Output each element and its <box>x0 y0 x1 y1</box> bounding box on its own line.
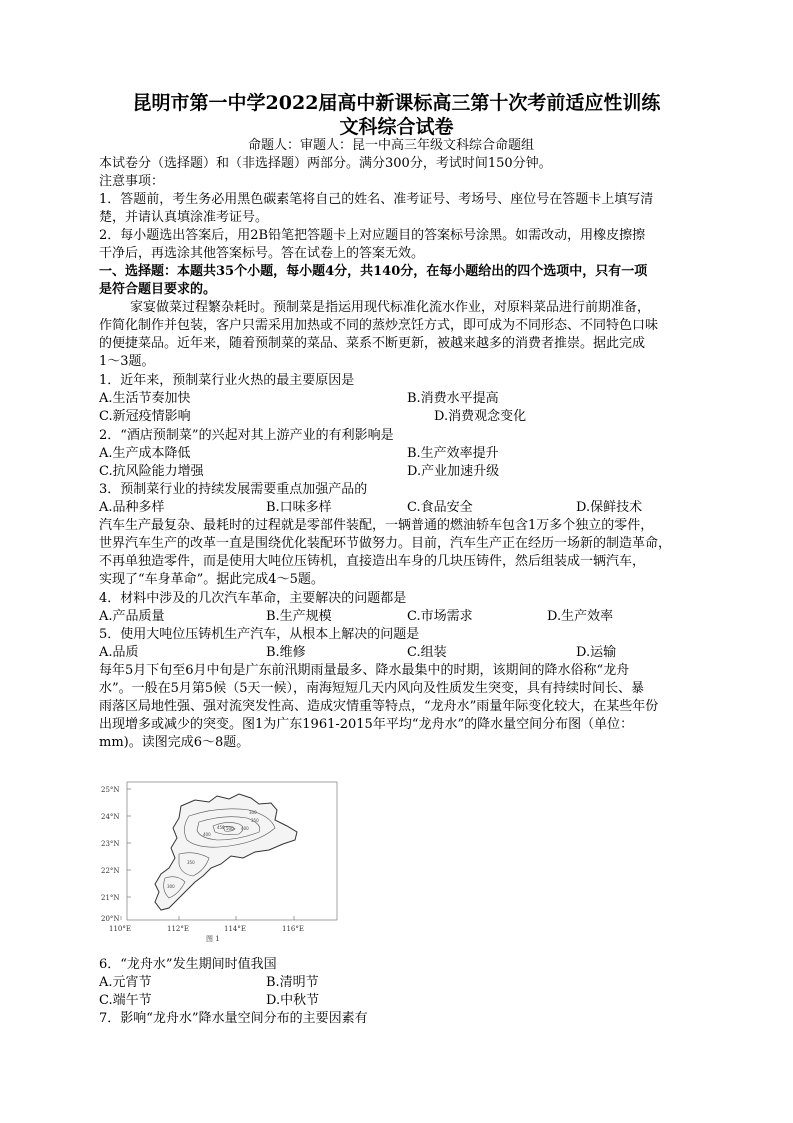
question-4-option-b: B.生产规模 <box>266 609 332 624</box>
lat-label: 23°N <box>101 840 120 848</box>
question-5-option-d: D.运输 <box>576 645 617 660</box>
question-7-stem: 7．影响“龙舟水”降水量空间分布的主要因素有 <box>99 1011 368 1026</box>
exam-subtitle: 文科综合试卷 <box>339 116 454 138</box>
question-3-option-b: B.口味多样 <box>266 500 332 515</box>
passage-1-line: 1～3题。 <box>99 354 155 369</box>
question-5-stem: 5．使用大吨位压铸机生产汽车，从根本上解决的问题是 <box>99 627 420 642</box>
question-1-option-c: C.新冠疫情影响 <box>99 409 191 424</box>
contour-label: 350 <box>187 860 195 865</box>
question-4-option-a: A.产品质量 <box>99 609 165 624</box>
lat-label: 20°N <box>101 915 120 923</box>
notice-item-1-cont: 楚，并请认真填涂准考证号。 <box>99 210 269 225</box>
question-5-option-a: A.品质 <box>99 645 139 660</box>
passage-1-line: 作简化制作并包装，客户只需采用加热或不同的蒸炒烹饪方式，即可成为不同形态、不同特色口味 <box>99 318 659 333</box>
lon-label: 112°E <box>167 925 189 933</box>
passage-2-line: 实现了“车身革命”。据此完成4～5题。 <box>99 572 324 587</box>
passage-2-line: 不再单独造零件，而是使用大吨位压铸机，直接造出车身的几块压铸件，然后组装成一辆汽车， <box>99 554 646 569</box>
lat-label: 25°N <box>101 786 120 794</box>
lon-label: 114°E <box>224 925 246 933</box>
question-4-stem: 4．材料中涉及的几次汽车革命，主要解决的问题都是 <box>99 591 407 606</box>
section-heading: 一、选择题：本题共35个小题，每小题4分，共140分，在每小题给出的四个选项中，只有一项 <box>99 264 648 279</box>
question-5-option-c: C.组装 <box>407 645 447 660</box>
passage-2-line: 汽车生产最复杂、最耗时的过程就是零部件装配，一辆普通的燃油轿车包含1万多个独立的零件， <box>99 518 654 533</box>
question-4-option-d: D.生产效率 <box>547 609 614 624</box>
question-6-option-a: A.元宵节 <box>99 975 152 990</box>
contour-label: 400 <box>241 826 249 831</box>
notice-heading: 注意事项： <box>99 174 165 189</box>
author-line: 命题人：审题人：昆一中高三年级文科综合命题组 <box>248 138 535 153</box>
question-6-option-c: C.端午节 <box>99 993 152 1008</box>
contour-label: 400 <box>203 832 211 837</box>
notice-item-2: 2．每小题选出答案后，用2B铅笔把答题卡上对应题目的答案标号涂黑。如需改动，用橡皮擦擦 <box>99 228 646 243</box>
question-2-option-a: A.生产成本降低 <box>99 446 191 461</box>
lat-label: 22°N <box>101 867 120 875</box>
notice-item-2-cont: 干净后，再选涂其他答案标号。答在试卷上的答案无效。 <box>99 246 425 261</box>
passage-2-line: 世界汽车生产的改革一直是围绕优化装配环节做努力。目前，汽车生产正在经历一场新的制造革命， <box>99 536 672 551</box>
rainfall-map-figure <box>99 770 349 950</box>
lat-label: 21°N <box>101 894 120 902</box>
question-1-option-d: D.消费观念变化 <box>434 409 527 424</box>
intro-line: 本试卷分（选择题）和（非选择题）两部分。满分300分，考试时间150分钟。 <box>99 156 552 171</box>
question-2-option-d: D.产业加速升级 <box>407 464 500 479</box>
question-6-option-b: B.清明节 <box>266 975 319 990</box>
contour-label: 300 <box>249 810 257 815</box>
province-outline <box>155 794 297 910</box>
lon-label: 116°E <box>282 925 304 933</box>
question-1-option-b: B.消费水平提高 <box>407 391 499 406</box>
exam-title: 昆明市第一中学2022届高中新课标高三第十次考前适应性训练 <box>132 92 661 114</box>
contour-label: 500 <box>226 826 234 831</box>
question-6-option-d: D.中秋节 <box>266 993 320 1008</box>
section-heading-cont: 是符合题目要求的。 <box>99 282 217 297</box>
passage-1-line: 家宴做菜过程繁杂耗时。预制菜是指运用现代标准化流水作业，对原料菜品进行前期准备， <box>130 300 651 315</box>
passage-3-line: 水”。一般在5月第5候（5天一候），南海短短几天内风向及性质发生突变，具有持续时间长、暴 <box>99 681 644 696</box>
question-1-stem: 1．近年来，预制菜行业火热的最主要原因是 <box>99 373 355 388</box>
question-2-option-b: B.生产效率提升 <box>407 446 499 461</box>
contour-label: 300 <box>167 884 175 889</box>
passage-1-line: 的便捷菜品。近年来，随着预制菜的菜品、菜系不断更新，被越来越多的消费者推崇。据此完成 <box>99 336 646 351</box>
figure-caption: 图 1 <box>206 935 220 943</box>
contour-label: 350 <box>251 818 259 823</box>
contour-label: 450 <box>217 825 225 830</box>
lon-label: 110°E <box>109 925 131 933</box>
question-3-option-d: D.保鲜技术 <box>576 500 643 515</box>
question-5-option-b: B.维修 <box>266 645 306 660</box>
question-6-stem: 6．“龙舟水”发生期间时值我国 <box>99 957 277 972</box>
question-3-option-c: C.食品安全 <box>407 500 473 515</box>
passage-3-line: 出现增多或减少的突变。图1为广东1961-2015年平均“龙舟水”的降水量空间分布图（单位： <box>99 717 634 732</box>
passage-3-line: mm)。读图完成6～8题。 <box>99 735 250 750</box>
passage-3-line: 雨落区局地性强、强对流突发性高、造成灾情重等特点，“龙舟水”雨量年际变化较大，在某些年份 <box>99 699 659 714</box>
question-2-stem: 2．“酒店预制菜”的兴起对其上游产业的有利影响是 <box>99 428 394 443</box>
lat-label: 24°N <box>101 813 120 821</box>
notice-item-1: 1．答题前，考生务必用黑色碳素笔将自己的姓名、准考证号、考场号、座位号在答题卡上填写清 <box>99 192 654 207</box>
passage-3-line: 每年5月下旬至6月中旬是广东前汛期雨量最多、降水最集中的时期，该期间的降水俗称“龙舟 <box>99 663 630 678</box>
question-2-option-c: C.抗风险能力增强 <box>99 464 204 479</box>
question-1-option-a: A.生活节奏加快 <box>99 391 191 406</box>
question-3-stem: 3．预制菜行业的持续发展需要重点加强产品的 <box>99 482 368 497</box>
question-4-option-c: C.市场需求 <box>407 609 473 624</box>
question-3-option-a: A.品种多样 <box>99 500 165 515</box>
